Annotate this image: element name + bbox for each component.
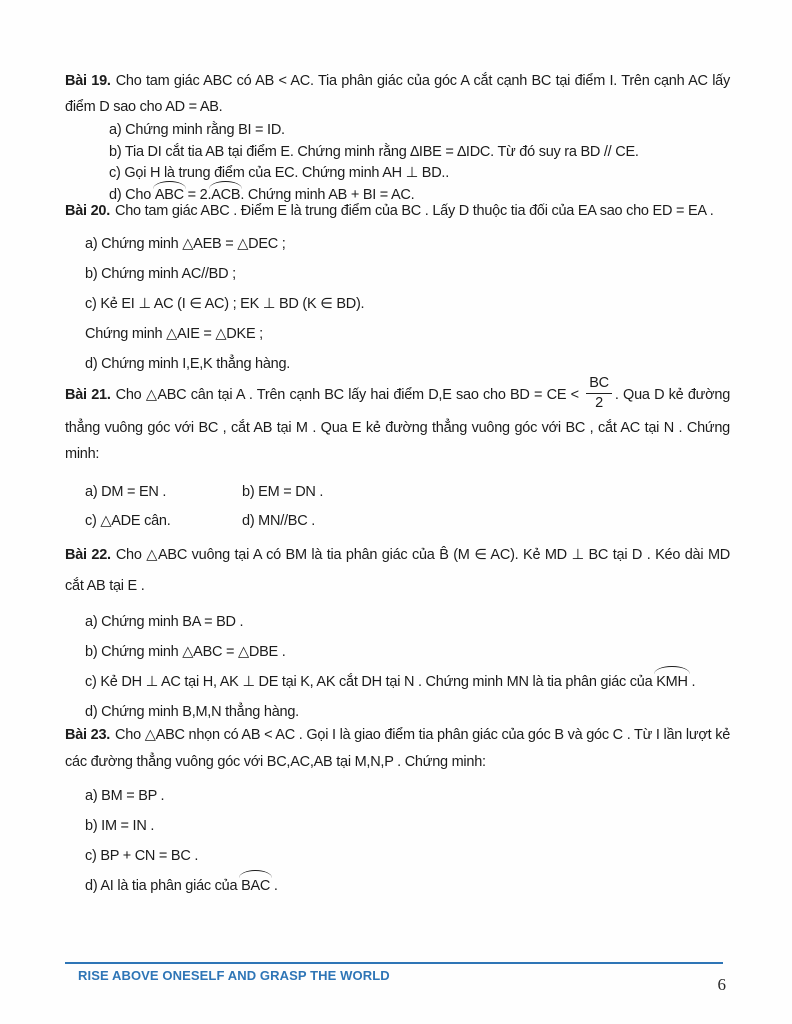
problem-20-label: Bài 20. bbox=[65, 203, 110, 219]
problem-19-item-d-pre: d) Cho bbox=[109, 186, 155, 203]
problem-19-item-c: c) Gọi H là trung điểm của EC. Chứng minh AH ⊥ BD.. bbox=[109, 165, 449, 181]
problem-21-item-c: c) △ADE cân. bbox=[85, 513, 171, 530]
footer-motto: RISE ABOVE ONESELF AND GRASP THE WORLD bbox=[78, 968, 390, 983]
problem-21-item-b: b) EM = DN . bbox=[242, 484, 324, 501]
problem-22-item-c-pre: c) Kẻ DH ⊥ AC tại H, AK ⊥ DE tại K, AK cắt DH tại N . Chứng minh MN là tia phân giác của bbox=[85, 674, 657, 690]
problem-20-intro bbox=[65, 198, 730, 224]
problem-19-items bbox=[65, 120, 730, 206]
problem-23-label: Bài 23. bbox=[65, 727, 111, 743]
problem-21-intro-pre: Cho △ABC cân tại A . Trên cạnh BC lấy hai điểm D,E sao cho BD = CE < bbox=[115, 387, 584, 403]
problem-20-item-d: d) Chứng minh I,E,K thẳng hàng. bbox=[85, 356, 291, 372]
problem-19-item-a: a) Chứng minh rằng BI = ID. bbox=[109, 122, 285, 138]
problem-19-intro bbox=[65, 68, 730, 120]
fraction-bc-over-2 bbox=[586, 375, 612, 411]
problem-20-item-c-continuation: Chứng minh △AIE = △DKE ; bbox=[85, 326, 263, 342]
problem-21-item-d: d) MN//BC . bbox=[242, 513, 315, 530]
problem-22-item-c bbox=[65, 670, 730, 694]
problem-21-row-2 bbox=[85, 509, 730, 533]
problem-19-intro-text: Cho tam giác ABC có AB < AC. Tia phân giác của góc A cắt cạnh BC tại điểm I. Trên cạnh AC lấy điểm D sao cho AD = AB. bbox=[65, 73, 730, 115]
problem-23-item-d-post: . bbox=[270, 878, 278, 894]
problem-23-item-b: b) IM = IN . bbox=[85, 818, 155, 834]
problem-23-item-d bbox=[65, 874, 730, 898]
problem-19-item-d-mid: = 2. bbox=[183, 186, 212, 203]
problem-19-label: Bài 19. bbox=[65, 73, 111, 89]
problem-23-intro bbox=[65, 722, 730, 776]
problem-23-items bbox=[65, 784, 730, 898]
problem-23-item-d-pre: d) AI là tia phân giác của bbox=[85, 878, 242, 894]
problem-21-label: Bài 21. bbox=[65, 387, 111, 403]
fraction-denominator: 2 bbox=[586, 393, 612, 412]
problem-21-items bbox=[65, 480, 730, 533]
problem-22 bbox=[65, 540, 730, 724]
problem-21-intro bbox=[65, 375, 730, 467]
problem-23-item-c: c) BP + CN = BC . bbox=[85, 848, 199, 864]
problem-22-item-c-post: . bbox=[687, 674, 696, 690]
angle-arc-bac: BAC bbox=[241, 874, 270, 898]
problem-22-label: Bài 22. bbox=[65, 547, 111, 563]
page-footer bbox=[65, 962, 723, 983]
angle-arc-acb: ACB bbox=[211, 185, 240, 207]
problem-19-item-d-post: . Chứng minh AB + BI = AC. bbox=[240, 186, 415, 203]
problem-21-row-1 bbox=[85, 480, 730, 504]
problem-20-items bbox=[65, 232, 730, 376]
problem-22-item-b: b) Chứng minh △ABC = △DBE . bbox=[85, 644, 286, 660]
page-number: 6 bbox=[717, 975, 726, 994]
problem-20-item-a: a) Chứng minh △AEB = △DEC ; bbox=[85, 236, 286, 252]
problem-23-item-a: a) BM = BP . bbox=[85, 788, 165, 804]
problem-23-intro-text: Cho △ABC nhọn có AB < AC . Gọi I là giao điểm tia phân giác của góc B và góc C . Từ I lần lượt kẻ các đường thẳng vuông góc với BC,AC,AB tại M,N,P . Chứng minh: bbox=[65, 727, 731, 770]
problem-20-item-c: c) Kẻ EI ⊥ AC (I ∈ AC) ; EK ⊥ BD (K ∈ BD). bbox=[85, 296, 365, 312]
problem-22-intro bbox=[65, 540, 730, 602]
problem-22-intro-text: Cho △ABC vuông tại A có BM là tia phân giác của B̂ (M ∈ AC). Kẻ MD ⊥ BC tại D . Kéo dài MD cắt AB tại E . bbox=[65, 547, 730, 594]
problem-22-items bbox=[65, 610, 730, 724]
problem-20 bbox=[65, 198, 730, 376]
problem-22-item-d: d) Chứng minh B,M,N thẳng hàng. bbox=[85, 704, 299, 720]
angle-arc-kmh: KMH bbox=[656, 670, 687, 694]
problem-23 bbox=[65, 722, 730, 898]
problem-19-item-b: b) Tia DI cắt tia AB tại điểm E. Chứng minh rằng ∆IBE = ∆IDC. Từ đó suy ra BD // CE. bbox=[109, 143, 639, 160]
problem-21-intro-post: . Qua D kẻ đường thẳng vuông góc với BC , cắt AB tại M . Qua E kẻ đường thẳng vuông góc với BC , cắt AC tại N . Chứng minh: bbox=[65, 387, 731, 463]
fraction-numerator: BC bbox=[589, 375, 609, 391]
problem-20-intro-text: Cho tam giác ABC . Điểm E là trung điểm của BC . Lấy D thuộc tia đối của EA sao cho ED = EA . bbox=[115, 203, 714, 219]
problem-19 bbox=[65, 68, 730, 206]
angle-arc-abc: ABC bbox=[155, 185, 184, 207]
problem-21-item-a: a) DM = EN . bbox=[85, 484, 167, 501]
problem-21 bbox=[65, 375, 730, 533]
problem-22-item-a: a) Chứng minh BA = BD . bbox=[85, 614, 244, 630]
problem-20-item-b: b) Chứng minh AC//BD ; bbox=[85, 266, 236, 282]
